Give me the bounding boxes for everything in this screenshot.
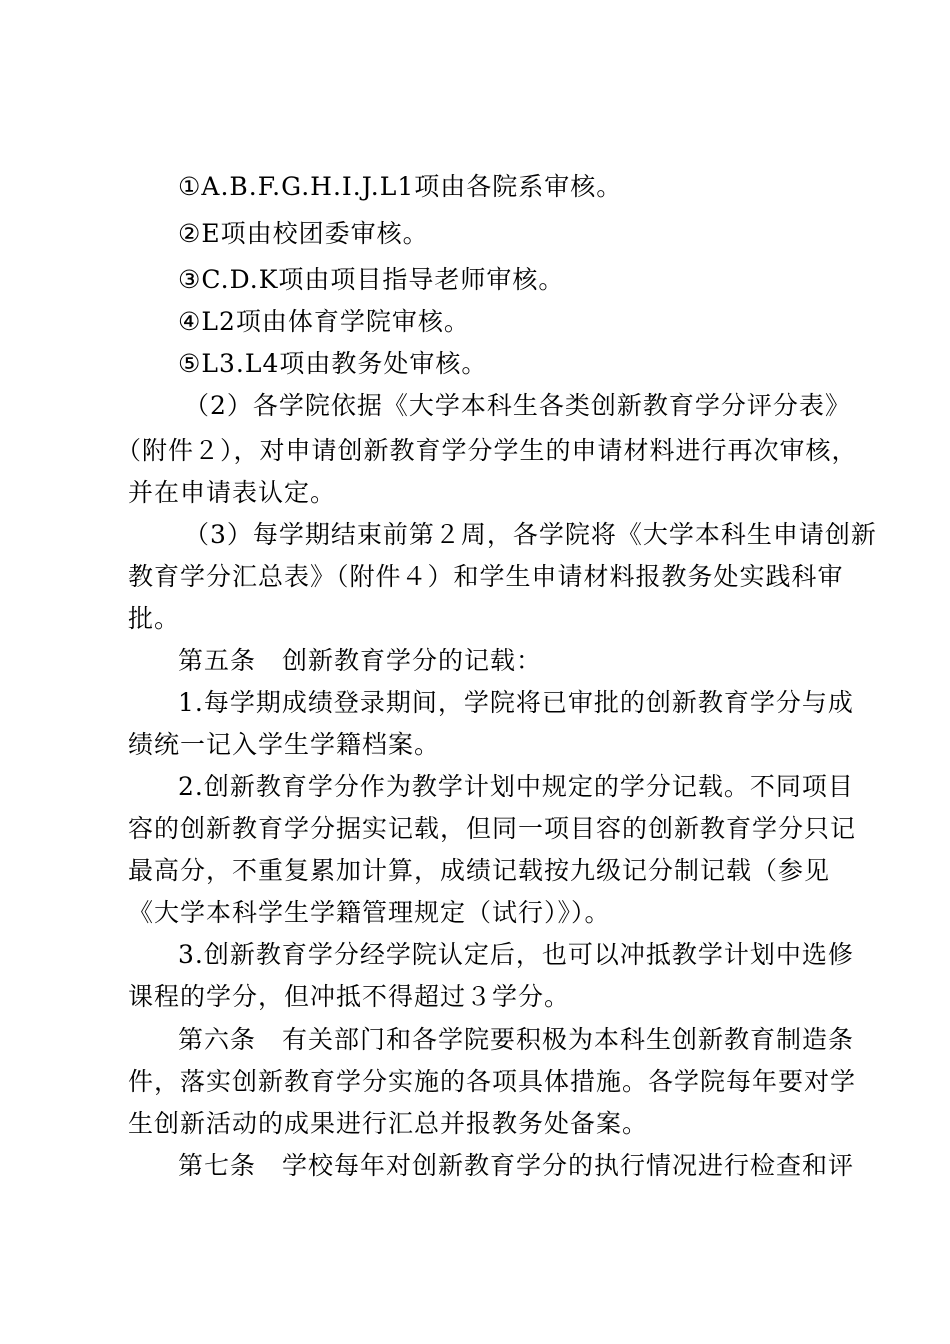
article-5-item-2-line-4: 《大学本科学生学籍管理规定（试行）》）。 bbox=[128, 898, 611, 927]
paragraph-2-line-2: （附件２），对申请创新教育学分学生的申请材料进行再次审核， bbox=[116, 436, 858, 465]
article-5-item-3-line-2: 课程的学分，但冲抵不得超过３学分。 bbox=[128, 982, 571, 1011]
article-6-line-3: 生创新活动的成果进行汇总并报教务处备案。 bbox=[128, 1109, 649, 1138]
review-item-3: ③C.D.K项由项目指导老师审核。 bbox=[178, 265, 565, 294]
paragraph-2-line-1: （2）各学院依据《大学本科生各类创新教育学分评分表》 bbox=[184, 391, 851, 420]
review-item-5: ⑤L3.L4项由教务处审核。 bbox=[178, 349, 488, 378]
paragraph-3-line-1: （3）每学期结束前第２周，各学院将《大学本科生申请创新 bbox=[184, 520, 877, 549]
review-item-2: ②E项由校团委审核。 bbox=[178, 219, 429, 248]
article-6-line-1: 第六条 有关部门和各学院要积极为本科生创新教育制造条 bbox=[178, 1025, 855, 1054]
article-5-item-1-line-1: 1.每学期成绩登录期间，学院将已审批的创新教育学分与成 bbox=[178, 688, 854, 717]
article-6-line-2: 件，落实创新教育学分实施的各项具体措施。各学院每年要对学 bbox=[128, 1067, 857, 1096]
article-5-item-2-line-2: 容的创新教育学分据实记载，但同一项目容的创新教育学分只记 bbox=[128, 814, 857, 843]
review-item-4: ④L2项由体育学院审核。 bbox=[178, 307, 470, 336]
paragraph-3-line-3: 批。 bbox=[128, 604, 181, 633]
review-item-1: ①A.B.F.G.H.I.J.L1项由各院系审核。 bbox=[178, 172, 623, 201]
paragraph-2-line-3: 并在申请表认定。 bbox=[128, 478, 337, 507]
article-5-item-3-line-1: 3.创新教育学分经学院认定后，也可以冲抵教学计划中选修 bbox=[178, 940, 854, 969]
article-5-heading: 第五条 创新教育学分的记载： bbox=[178, 646, 543, 675]
article-5-item-1-line-2: 绩统一记入学生学籍档案。 bbox=[128, 730, 441, 759]
article-5-item-2-line-1: 2.创新教育学分作为教学计划中规定的学分记载。不同项目 bbox=[178, 772, 854, 801]
article-5-item-2-line-3: 最高分，不重复累加计算，成绩记载按九级记分制记载（参见 bbox=[128, 856, 831, 885]
paragraph-3-line-2: 教育学分汇总表》（附件４）和学生申请材料报教务处实践科审 bbox=[128, 562, 844, 591]
article-7-line-1: 第七条 学校每年对创新教育学分的执行情况进行检查和评 bbox=[178, 1151, 855, 1180]
